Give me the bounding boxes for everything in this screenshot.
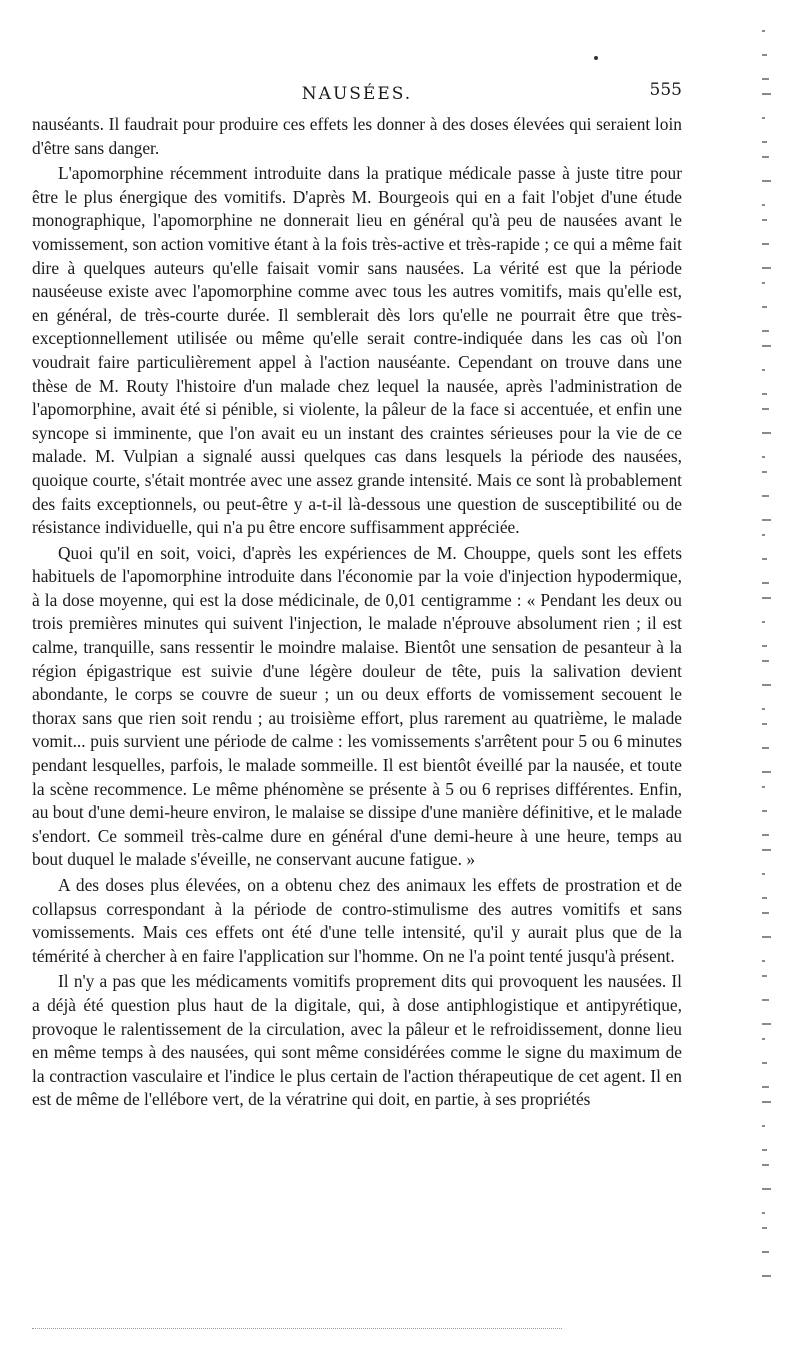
margin-tick bbox=[762, 684, 771, 686]
paragraph: Il n'y a pas que les médicaments vomitifs proprement dits qui provoquent les nausées. Il a déjà été question plus haut de la digitale, qui, à dose antiphlogistique et antipyrétique, provoque le ralentissement de la circulation, avec la pâleur et le refroidissement, donne lieu en même temps à des nausées, qui sont même considérées comme le signe du maximum de la contraction vasculaire et l'indice le plus certain de l'action thérapeutique de cet agent. Il en est de même de l'ellébore vert, de la vératrine qui doit, en partie, à ses propriétés bbox=[32, 971, 682, 1110]
margin-tick bbox=[762, 495, 769, 497]
margin-tick bbox=[762, 999, 769, 1001]
margin-tick bbox=[762, 975, 767, 977]
margin-tick bbox=[762, 267, 771, 269]
margin-tick bbox=[762, 786, 765, 788]
margin-tick bbox=[762, 393, 767, 395]
margin-tick bbox=[762, 597, 771, 599]
margin-tick bbox=[762, 897, 767, 899]
margin-tick bbox=[762, 1227, 767, 1229]
margin-tick bbox=[762, 93, 771, 95]
margin-tick bbox=[762, 1149, 767, 1151]
margin-tick bbox=[762, 810, 767, 812]
margin-tick bbox=[762, 834, 769, 836]
margin-tick bbox=[762, 369, 765, 371]
margin-tick bbox=[762, 771, 771, 773]
margin-tick bbox=[762, 645, 767, 647]
margin-tick bbox=[762, 330, 769, 332]
margin-tick bbox=[762, 456, 765, 458]
margin-tick bbox=[762, 660, 769, 662]
ink-speck bbox=[594, 56, 598, 60]
paragraph: nauséants. Il faudrait pour produire ces effets les donner à des doses élevées qui seraient loin d'être sans danger. bbox=[32, 114, 682, 158]
margin-tick bbox=[762, 1038, 765, 1040]
margin-tick bbox=[762, 204, 765, 206]
running-title: NAUSÉES. bbox=[301, 84, 413, 104]
margin-tick bbox=[762, 1086, 769, 1088]
margin-tick bbox=[762, 960, 765, 962]
margin-tick bbox=[762, 1251, 769, 1253]
margin-tick bbox=[762, 30, 765, 32]
margin-tick bbox=[762, 519, 771, 521]
margin-tick bbox=[762, 432, 771, 434]
margin-tick bbox=[762, 1023, 771, 1025]
margin-tick bbox=[762, 156, 769, 158]
paragraph: A des doses plus élevées, on a obtenu chez des animaux les effets de prostration et de collapsus correspondant à la période de contro-stimulisme des autres vomitifs et sans vomissements. Mais ces effets ont été d'une telle intensité, qu'il y aurait plus que de la témérité à chercher à en faire l'application sur l'homme. On ne l'a point tenté jusqu'à présent. bbox=[32, 875, 682, 966]
margin-tick bbox=[762, 345, 771, 347]
margin-tick bbox=[762, 117, 765, 119]
margin-tick bbox=[762, 1212, 765, 1214]
margin-tick bbox=[762, 849, 771, 851]
margin-tick bbox=[762, 306, 767, 308]
scan-margin-marks bbox=[758, 30, 774, 1330]
margin-tick bbox=[762, 723, 767, 725]
margin-tick bbox=[762, 180, 771, 182]
margin-tick bbox=[762, 708, 765, 710]
margin-tick bbox=[762, 1188, 771, 1190]
margin-tick bbox=[762, 408, 769, 410]
paragraph: L'apomorphine récemment introduite dans la pratique médicale passe à juste titre pour être le plus énergique des vomitifs. D'après M. Bourgeois qui en a fait l'objet d'une étude monographique, l'apomorphine ne donnerait lieu en général qu'à peu de nausées avant le vomissement, son action vomitive étant à la fois très-active et très-rapide ; ce qui a même fait dire à quelques auteurs qu'elle faisait vomir sans nausées. La vérité est que la période nauséeuse existe avec l'apomorphine comme avec tous les autres vomitifs, mais qu'elle est, en général, de très-courte durée. Il semblerait dès lors qu'elle ne pourrait être que très-exceptionnellement utilisée ou même qu'elle serait contre-indiquée dans les cas où l'on voudrait faire particulièrement appel à l'action nauséante. Cependant on trouve dans une thèse de M. Routy l'histoire d'un malade chez lequel la nausée, après l'administration de l'apomorphine, avait été si pénible, si violente, la pâleur de la face si accentuée, et enfin une syncope si imminente, que l'on avait eu un instant des craintes sérieuses pour la vie de ce malade. M. Vulpian a signalé aussi quelques cas dans lesquels la période des nausées, quoique courte, s'était montrée avec une assez grande intensité. Mais ce sont là probablement des faits exceptionnels, ou peut-être y a-t-il là-dessous une question de susceptibilité ou de résistance individuelle, qui n'a pu être encore suffisamment appréciée. bbox=[32, 163, 682, 538]
margin-tick bbox=[762, 78, 769, 80]
margin-tick bbox=[762, 1125, 765, 1127]
paragraph: Quoi qu'il en soit, voici, d'après les expériences de M. Chouppe, quels sont les effets habituels de l'apomorphine introduite dans l'économie par la voie d'injection hypodermique, à la dose moyenne, qui est la dose médicinale, de 0,01 centigramme : « Pendant les deux ou trois premières minutes qui suivent l'injection, le malade n'éprouve absolument rien ; il est calme, tranquille, sans ressentir le moindre malaise. Bientôt une sensation de pesanteur à la région épigastrique est suivie d'une légère douleur de tête, puis la salivation devient abondante, le corps se couvre de sueur ; un ou deux efforts de vomissement secouent le thorax sans que rien soit rendu ; au troisième effort, plus rarement au quatrième, le malade vomit... puis survient une période de calme : les vomissements s'arrêtent pour 5 ou 6 minutes pendant lesquelles, parfois, le malade sommeille. Il est bientôt éveillé par la nausée, et toute la scène recommence. Le même phénomène se présente à 5 ou 6 reprises différentes. Enfin, au bout d'une demi-heure environ, le malaise se dissipe d'une manière définitive, et le malade s'endort. Ce sommeil très-calme dure en général d'une demi-heure à une heure, temps au bout duquel le malade s'éveille, ne conservant aucune fatigue. » bbox=[32, 542, 682, 870]
margin-tick bbox=[762, 219, 767, 221]
margin-tick bbox=[762, 747, 769, 749]
margin-tick bbox=[762, 1101, 771, 1103]
margin-tick bbox=[762, 936, 771, 938]
page-number: 555 bbox=[649, 80, 682, 100]
margin-tick bbox=[762, 582, 769, 584]
page-header bbox=[32, 80, 682, 106]
margin-tick bbox=[762, 1164, 769, 1166]
margin-tick bbox=[762, 282, 765, 284]
margin-tick bbox=[762, 912, 769, 914]
margin-tick bbox=[762, 471, 767, 473]
margin-tick bbox=[762, 873, 765, 875]
margin-tick bbox=[762, 534, 765, 536]
margin-tick bbox=[762, 54, 767, 56]
body-text bbox=[32, 113, 682, 1114]
margin-tick bbox=[762, 141, 767, 143]
margin-tick bbox=[762, 621, 765, 623]
margin-tick bbox=[762, 1275, 771, 1277]
margin-tick bbox=[762, 558, 767, 560]
margin-tick bbox=[762, 1062, 767, 1064]
margin-tick bbox=[762, 243, 769, 245]
scan-bottom-rule bbox=[32, 1328, 562, 1329]
